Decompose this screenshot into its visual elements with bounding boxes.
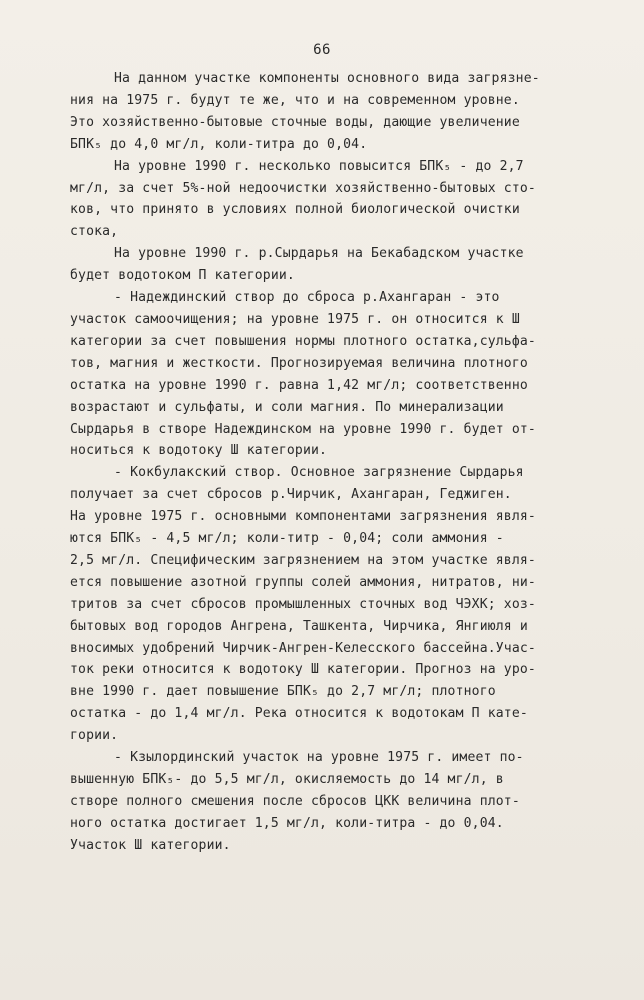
text-line: На уровне 1975 г. основными компонентами загрязнения явля- xyxy=(70,509,536,525)
text-line: ется повышение азотной группы солей аммония, нитратов, ни- xyxy=(70,574,536,590)
text-line: тов, магния и жесткости. Прогнозируемая величина плотного xyxy=(70,355,528,371)
text-line: мг/л, за счет 5%-ной недоочистки хозяйственно-бытовых сто- xyxy=(70,180,536,196)
text-line: вне 1990 г. дает повышение БПК₅ до 2,7 мг/л; плотного xyxy=(70,684,496,700)
text-line: Участок Ш категории. xyxy=(70,837,231,853)
text-line: БПК₅ до 4,0 мг/л, коли-титра до 0,04. xyxy=(70,136,368,152)
text-line: возрастают и сульфаты, и соли магния. По минерализации xyxy=(70,399,504,415)
text-line: ния на 1975 г. будут те же, что и на современном уровне. xyxy=(70,92,520,108)
text-line: участок самоочищения; на уровне 1975 г. он относится к Ш xyxy=(70,311,520,327)
text-line: ток реки относится к водотоку Ш категории. Прогноз на уро- xyxy=(70,662,536,678)
text-line: получает за счет сбросов р.Чирчик, Ахангаран, Геджиген. xyxy=(70,487,512,503)
text-line: тритов за счет сбросов промышленных сточных вод ЧЭХК; хоз- xyxy=(70,596,536,612)
text-line: будет водотоком П категории. xyxy=(70,268,295,284)
text-line: стока, xyxy=(70,224,119,240)
text-line: Это хозяйственно-бытовые сточные воды, дающие увеличение xyxy=(70,114,520,130)
text-line: - Кзылординский участок на уровне 1975 г. имеет по- xyxy=(114,750,524,766)
text-line: вносимых удобрений Чирчик-Ангрен-Келесского бассейна.Учас- xyxy=(70,640,536,656)
text-line: остатка - до 1,4 мг/л. Река относится к водотокам П кате- xyxy=(70,706,528,722)
page-number: 66 xyxy=(313,42,331,58)
text-line: бытовых вод городов Ангрена, Ташкента, Чирчика, Янгиюля и xyxy=(70,618,528,634)
text-line: ного остатка достигает 1,5 мг/л, коли-титра - до 0,04. xyxy=(70,815,504,831)
text-line: На уровне 1990 г. несколько повысится БПК₅ - до 2,7 xyxy=(114,158,524,174)
text-line: гории. xyxy=(70,728,119,744)
text-line: вышенную БПК₅- до 5,5 мг/л, окисляемость до 14 мг/л, в xyxy=(70,772,504,787)
text-line: носиться к водотоку Ш категории. xyxy=(70,443,328,459)
text-line: 2,5 мг/л. Специфическим загрязнением на этом участке явля- xyxy=(70,552,536,568)
document-body xyxy=(70,68,590,857)
text-line: - Надеждинский створ до сброса р.Ахангаран - это xyxy=(114,290,500,306)
text-line: На уровне 1990 г. р.Сырдарья на Бекабадском участке xyxy=(114,246,524,262)
text-line: створе полного смешения после сбросов ЦКК величина плот- xyxy=(70,793,520,809)
text-line: Сырдарья в створе Надеждинском на уровне 1990 г. будет от- xyxy=(70,421,536,437)
text-line: ются БПК₅ - 4,5 мг/л; коли-титр - 0,04; соли аммония - xyxy=(70,531,504,547)
text-line: категории за счет повышения нормы плотного остатка,сульфа- xyxy=(70,333,536,349)
text-line: - Кокбулакский створ. Основное загрязнение Сырдарья xyxy=(114,465,524,481)
text-line: остатка на уровне 1990 г. равна 1,42 мг/л; соответственно xyxy=(70,377,528,393)
text-line: На данном участке компоненты основного вида загрязне- xyxy=(114,71,540,86)
text-line: ков, что принято в условиях полной биологической очистки xyxy=(70,202,520,218)
